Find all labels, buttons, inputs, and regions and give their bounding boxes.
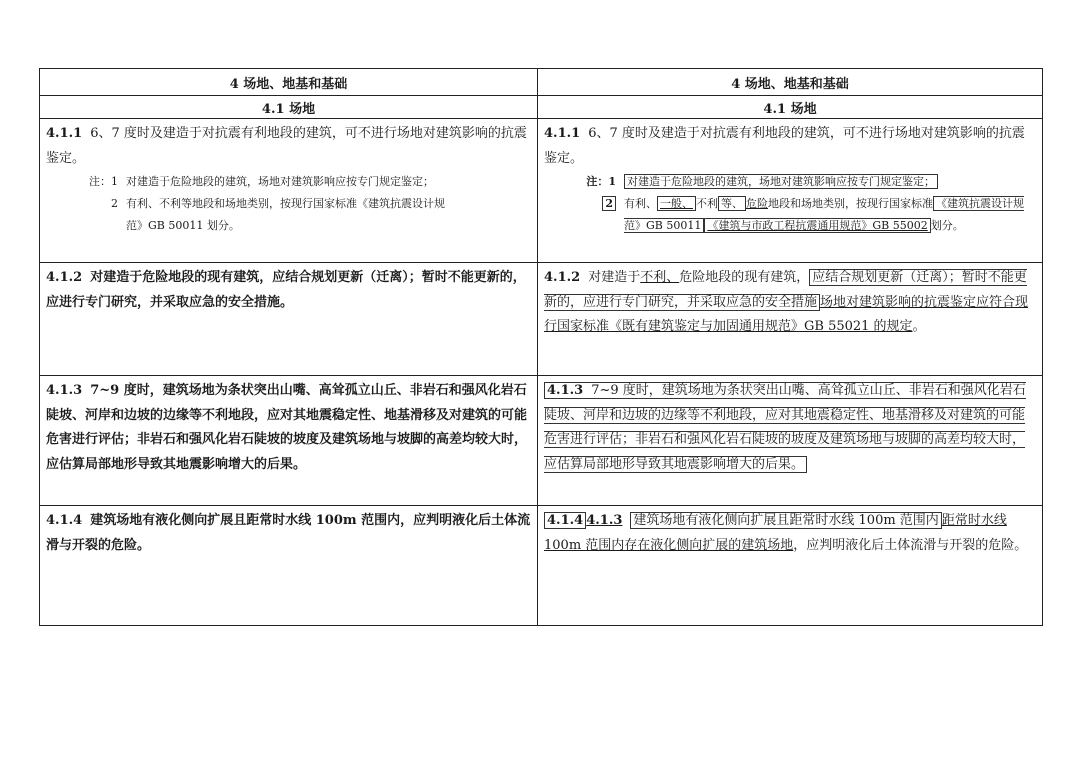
- right-section-title: 4.1 场地: [538, 96, 1043, 119]
- deleted-text: 《建筑抗震设计规范》GB 50011: [624, 197, 1024, 232]
- note-1: 对建造于危险地段的建筑，场地对建筑影响应按专门规定鉴定；: [126, 175, 434, 188]
- clause-number: 4.1.2: [544, 270, 581, 285]
- deleted-text: 等、: [718, 196, 746, 211]
- deleted-text: [544, 382, 1026, 473]
- note-text: 划分。: [930, 219, 964, 232]
- clause-number: 4.1.2: [46, 270, 83, 285]
- right-chapter-title: 4 场地、地基和基础: [538, 69, 1043, 96]
- deleted-text: 建筑场地有液化侧向扩展且距常时水线 100m 范围内: [630, 512, 941, 529]
- note-text: 不利: [696, 197, 718, 210]
- note-1-revised: 对建造于危险地段的建筑，场地对建筑影响应按专门规定鉴定；: [624, 174, 938, 189]
- inserted-text: 距常时水线 100m 范围内存在液化侧向扩展的建筑场地: [544, 513, 1007, 553]
- clause-text: 。: [912, 319, 926, 334]
- right-clause-4-1-4: [538, 506, 1043, 626]
- clause-text: ，应判明液化后土体流滑与开裂的危险。: [793, 537, 1028, 553]
- left-clause-4-1-2: [40, 263, 538, 376]
- note-2: 有利、不利等地段和场地类别，按现行国家标准《建筑抗震设计规范》GB 50011 划分。: [126, 197, 445, 232]
- inserted-text: 《建筑与市政工程抗震通用规范》GB 55002: [704, 218, 930, 233]
- clause-number: 4.1.3: [547, 383, 584, 398]
- note-2-revised: [616, 193, 1024, 237]
- table-row: [40, 506, 1043, 626]
- inserted-text: 一般、: [657, 196, 696, 211]
- clause-number: 4.1.1: [544, 126, 581, 141]
- comparison-table: [39, 68, 1043, 626]
- inserted-number: 4.1.3: [586, 513, 623, 528]
- left-section-title: 4.1 场地: [40, 96, 538, 119]
- table-row: [40, 263, 1043, 376]
- clause-number: 4.1.4: [46, 513, 83, 528]
- table-header-row: [40, 69, 1043, 96]
- table-section-row: [40, 96, 1043, 119]
- left-clause-4-1-3: [40, 376, 538, 506]
- note-2-label: 2: [602, 196, 616, 211]
- clause-notes: [40, 171, 537, 237]
- clause-number: 4.1.1: [46, 126, 83, 141]
- table-row: [40, 376, 1043, 506]
- clause-number: 4.1.3: [46, 383, 83, 398]
- clause-text: 对建造于危险地段的现有建筑，应结合规划更新（迁离）；暂时不能更新的，应进行专门研究，并采取应急的安全措施。: [46, 270, 526, 310]
- clause-text: 7~9 度时，建筑场地为条状突出山嘴、高耸孤立山丘、非岩石和强风化岩石陡坡、河岸和边坡的边缘等不利地段，应对其地震稳定性、地基滑移及对建筑的可能危害进行评估；非岩石和强风化岩石陡坡的坡度及建筑场地与坡脚的高差均较大时，应估算局部地形导致其地震影响增大的后果。: [46, 383, 528, 472]
- deleted-text: 应结合规划更新（迁离）；暂时不能更新的，应进行专门研究，并采取应急的安全措施: [544, 270, 1027, 310]
- inserted-text: 危险: [746, 197, 768, 210]
- left-clause-4-1-4: [40, 506, 538, 626]
- clause-text: 7~9 度时，建筑场地为条状突出山嘴、高耸孤立山丘、非岩石和强风化岩石陡坡、河岸和边坡的边缘等不利地段，应对其地震稳定性、地基滑移及对建筑的可能危害进行评估；非岩石和强风化岩石陡坡的坡度及建筑场地与坡脚的高差均较大时，应估算局部地形导致其地震影响增大的后果。: [544, 383, 1026, 472]
- inserted-text: 场地对建筑影响的抗震鉴定应符合现行国家标准《既有建筑鉴定与加固通用规范》GB 55021 的规定: [544, 294, 1029, 334]
- clause-text: 6、7 度时及建造于对抗震有利地段的建筑，可不进行场地对建筑影响的抗震鉴定。: [46, 126, 527, 166]
- inserted-text: 不利、: [640, 270, 680, 285]
- right-clause-4-1-3: [538, 376, 1043, 506]
- right-clause-4-1-2: [538, 263, 1043, 376]
- note-text: 地段和场地类别，按现行国家标准: [768, 197, 933, 210]
- deleted-number: 4.1.4: [544, 512, 586, 529]
- table-row: [40, 119, 1043, 263]
- note-2-label: 2: [111, 197, 118, 210]
- note-label: 注：1: [586, 175, 616, 188]
- clause-text: 危险地段的现有建筑，: [679, 270, 810, 285]
- left-chapter-title: 4 场地、地基和基础: [40, 69, 538, 96]
- clause-text: 对建造于: [588, 270, 641, 285]
- clause-text: 建筑场地有液化侧向扩展且距常时水线 100m 范围内，应判明液化后土体流滑与开裂的危险。: [46, 513, 531, 553]
- clause-notes: [538, 171, 1042, 237]
- note-label: 注：1: [89, 175, 118, 188]
- clause-text: 6、7 度时及建造于对抗震有利地段的建筑，可不进行场地对建筑影响的抗震鉴定。: [544, 126, 1025, 166]
- left-clause-4-1-1: [40, 119, 538, 263]
- right-clause-4-1-1: [538, 119, 1043, 263]
- note-text: 有利、: [624, 197, 657, 210]
